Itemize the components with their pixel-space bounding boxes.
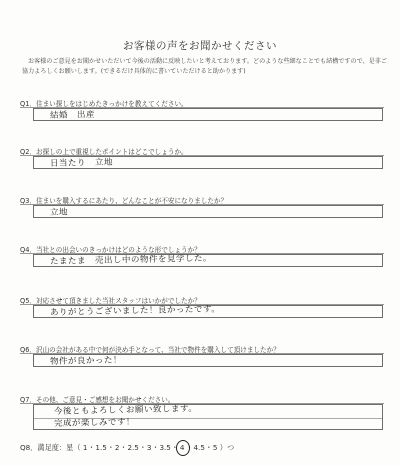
rating-separator: ・ [107, 443, 115, 452]
question-4-answer-box[interactable] [33, 254, 383, 267]
intro-text: お客様のご意見をお聞かせいただいて今後の活動に反映したいと考えております。どのような些細なことでも結構ですので、是非ご協力よろしくお願いします。(できるだけ具体的に書いていただけると助かります) [22, 58, 387, 75]
rating-separator: ・ [119, 443, 128, 452]
question-6-answer: 物件が良かった！ [49, 355, 123, 367]
question-4-label: Q4．当社との出会いのきっかけはどのような形でしょうか？ [20, 246, 201, 254]
question-5-answer: ありがとうございました！良かったです。 [49, 304, 221, 318]
question-5-answer-box[interactable] [33, 305, 383, 318]
question-3-label: Q3．住まいを購入するにあたり、どんなことが不安になりましたか？ [20, 197, 228, 205]
question-8-suffix: ）つ [219, 443, 235, 452]
question-6-answer-box[interactable] [33, 354, 383, 367]
rating-separator: ・ [87, 443, 96, 452]
question-2-label: Q2．お探しの上で重視したポイントはどこでしょうか。 [20, 148, 188, 156]
question-2-answer-box[interactable] [33, 156, 383, 169]
question-1-answer-box[interactable] [33, 108, 383, 121]
question-8-label: Q8．満足度：星（ [20, 443, 81, 452]
rating-separator: ・ [205, 443, 213, 452]
question-7-answer-line-2: 完成が楽しみです！ [53, 417, 136, 429]
rating-separator: ・ [151, 443, 160, 452]
rating-option-3[interactable]: 3 [146, 443, 152, 452]
question-3-answer: 立地 [49, 207, 69, 218]
rating-option-4-5[interactable]: 4.5 [193, 443, 205, 452]
question-1-answer: 結婚 出産 [49, 110, 96, 121]
question-4-answer: たまたま 売出し中の物件を見学した。 [49, 253, 213, 267]
question-1-label: Q1．住まい探しをはじめたきっかけを教えてください。 [20, 100, 188, 108]
rating-separator: ・ [139, 443, 147, 452]
question-7-answer-line-1: 今後ともよろしくお願い致します。 [53, 403, 198, 417]
question-3-answer-box[interactable] [33, 205, 383, 218]
rating-option-1-5[interactable]: 1.5 [95, 443, 107, 452]
question-7-label: Q7．その他、ご意見・ご感想をお聞かせください。 [20, 396, 175, 404]
rating-option-2-5[interactable]: 2.5 [127, 443, 139, 452]
rating-options [83, 443, 218, 452]
question-6-label: Q6．沢山の会社がある中で何が決め手となって、当社で物件を購入して頂けましたか？ [20, 346, 280, 354]
rating-separator: ・ [185, 443, 194, 452]
question-2-answer: 日当たり 立地 [49, 157, 114, 169]
rating-option-3-5[interactable]: 3.5 [159, 443, 171, 452]
question-5-label: Q5．対応させて頂きました当社スタッフはいかがでしたか？ [20, 297, 201, 305]
page-title: お客様の声をお聞かせください [123, 40, 277, 52]
question-8-rating [20, 443, 234, 453]
rating-separator: ・ [171, 443, 179, 452]
rating-option-5[interactable]: 5 [212, 443, 218, 452]
rating-option-1[interactable]: 1 [82, 443, 88, 452]
question-7-answer-box[interactable] [33, 404, 383, 430]
rating-option-4[interactable]: 4 [179, 443, 185, 452]
rating-option-2[interactable]: 2 [114, 443, 120, 452]
